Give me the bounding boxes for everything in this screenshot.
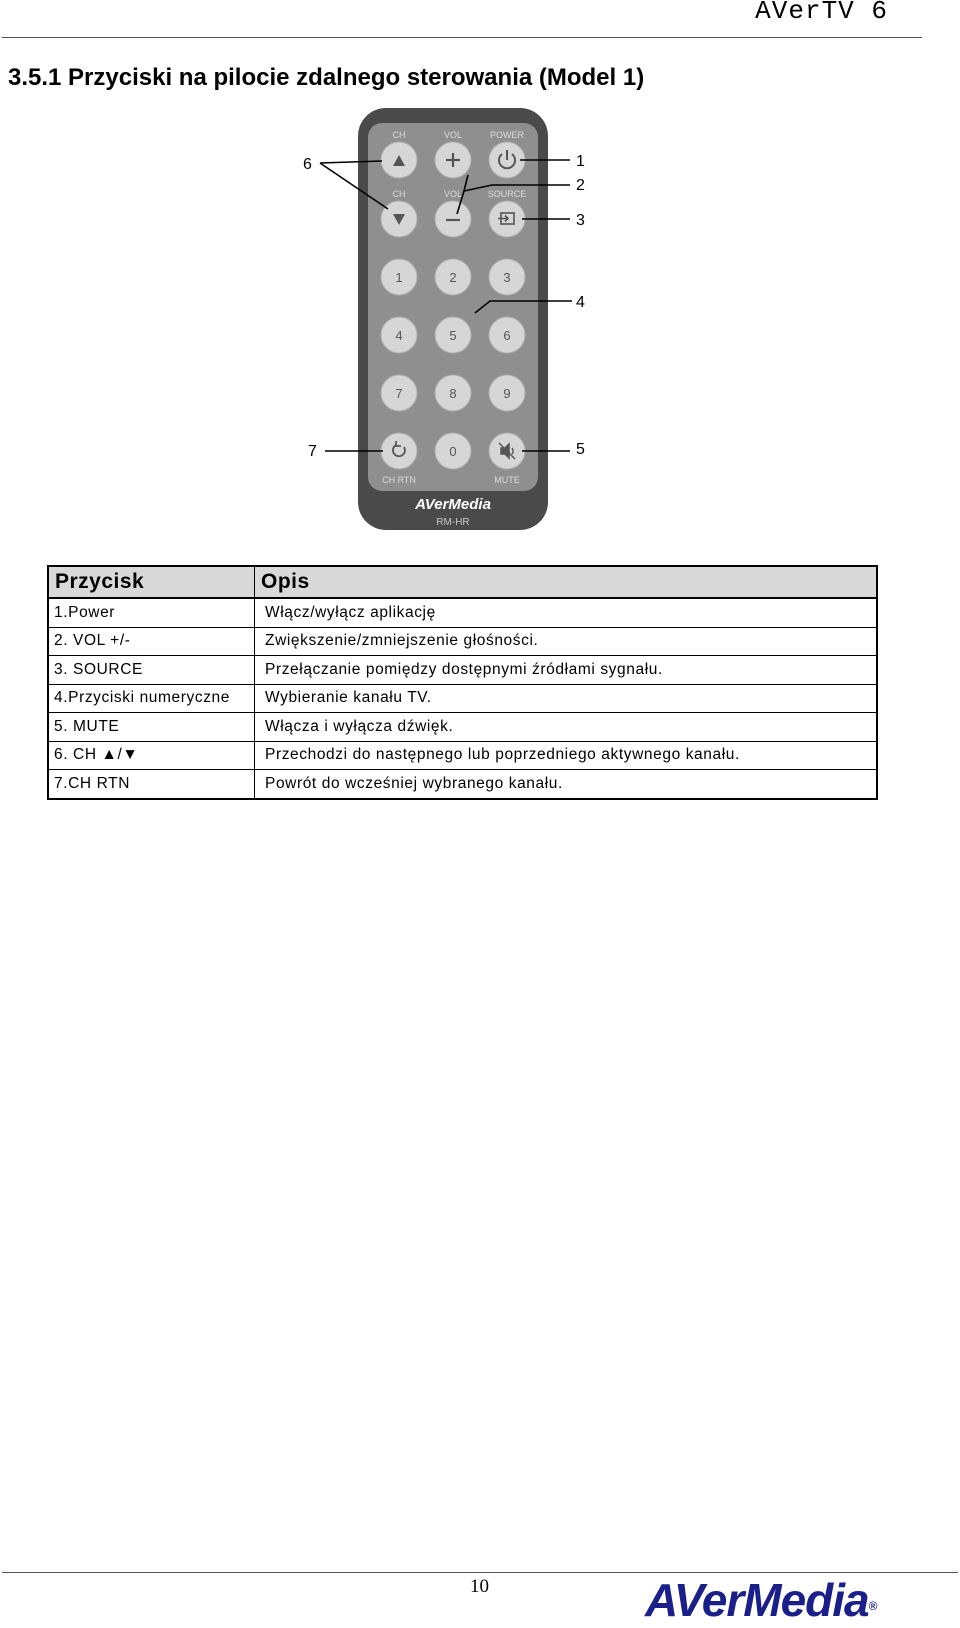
description-cell: Włącz/wyłącz aplikację [255,598,878,627]
callout-5: 5 [576,441,585,458]
table-row [48,713,877,742]
table-header-row [48,566,877,598]
table-row [48,741,877,770]
ch-rtn-button[interactable] [381,433,417,469]
header-title: AVerTV 6 [755,0,888,26]
digit-label: 9 [503,386,511,401]
digit-label: 7 [395,386,403,401]
button-cell: 5. MUTE [48,713,255,742]
registered-mark: ® [868,1599,877,1613]
digit-label: 8 [449,386,457,401]
description-cell: Przechodzi do następnego lub poprzedniego aktywnego kanału. [255,741,878,770]
description-cell: Włącza i wyłącza dźwięk. [255,713,878,742]
button-cell: 2. VOL +/- [48,627,255,656]
remote-brand-logo: AVerMedia [415,496,491,513]
page-number: 10 [470,1576,489,1597]
avermedia-logo [645,1572,876,1628]
description-cell: Przełączanie pomiędzy dostępnymi źródłami sygnału. [255,656,878,685]
column-header-button: Przycisk [48,566,255,598]
button-description-table [47,565,878,800]
table-row [48,684,877,713]
digit-label: 2 [449,270,457,285]
label-ch-bottom: CH [392,189,406,199]
callout-3: 3 [576,212,585,229]
button-cell: 1.Power [48,598,255,627]
label-mute: MUTE [494,475,520,485]
digit-label: 5 [449,328,457,343]
button-cell: 4.Przyciski numeryczne [48,684,255,713]
digit-label: 1 [395,270,403,285]
section-title: 3.5.1 Przyciski na pilocie zdalnego sterowania (Model 1) [8,64,645,91]
table-row [48,598,877,627]
callout-2: 2 [576,177,585,194]
header-divider [2,37,922,38]
table-row [48,627,877,656]
logo-text: AVerMedia [645,1574,869,1626]
description-cell: Zwiększenie/zmniejszenie głośności. [255,627,878,656]
button-cell: 3. SOURCE [48,656,255,685]
digit-label: 0 [449,444,457,459]
digit-label: 4 [395,328,403,343]
callout-6: 6 [303,156,312,173]
remote-model: RM-HR [436,517,470,528]
column-header-description: Opis [255,566,878,598]
label-source: SOURCE [487,189,527,199]
button-cell: 6. CH ▲/▼ [48,741,255,770]
table-row [48,656,877,685]
callout-4: 4 [576,294,585,311]
callout-7: 7 [308,443,317,460]
label-vol-top: VOL [443,130,463,140]
label-power: POWER [489,130,525,140]
button-cell: 7.CH RTN [48,770,255,799]
digit-label: 3 [503,270,511,285]
description-cell: Wybieranie kanału TV. [255,684,878,713]
digit-label: 6 [503,328,511,343]
remote-control-figure [300,105,640,555]
label-ch-rtn: CH RTN [382,475,416,485]
label-vol-bottom: VOL [443,189,463,199]
description-cell: Powrót do wcześniej wybranego kanału. [255,770,878,799]
callout-1: 1 [576,153,585,170]
label-ch-top: CH [392,130,406,140]
table-row [48,770,877,799]
